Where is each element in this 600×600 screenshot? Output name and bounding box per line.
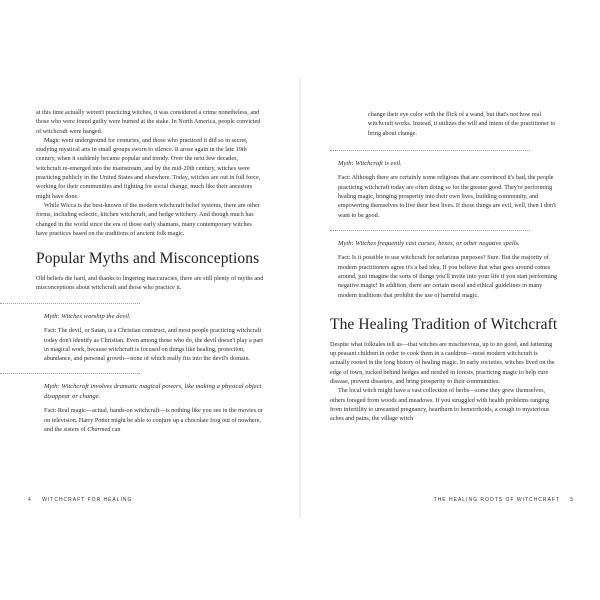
body-paragraph: Despite what folktales tell us—that witches are mischievous, up to no good, and fattening up peasant children in order to cook them in a cauldron—most modern witchcraft is actually rooted in the long history of healing magic. In early societies, witches lived on the edge of town, tucked behind hedges and nestled in forests, practicing magic to help cure disease, prevent disasters, and bring prosperity to their communities. [330,340,555,386]
myth-block [330,150,558,220]
dotted-divider [0,373,140,374]
myth-fact: Fact: Although there are certainly some religions that are convinced it's bad, the people practicing witchcraft today are often doing so for the greater good. They're performing healing magic, bringing prosperity into their own lives, building community, and empowering themselves to live their best lives. If those things are evil, well, then I don't want to be good. [338,174,556,219]
dotted-divider [330,150,530,151]
page-number: 5 [570,497,574,503]
myth-fact [44,406,264,434]
running-head: WITCHCRAFT FOR HEALING [42,497,133,503]
myth-fact-text: can [110,426,121,434]
body-paragraph: While Wicca is the best-known of the modern witchcraft belief systems, there are other forms, including eclectic, kitchen witchcraft, and hedge witchery. And though much has changed in the world since the era of those early shamans, many contemporary witches have practices based on the traditions of ancient folk magic. [36,201,260,237]
body-paragraph: change their eye color with the flick of a wand, but that's not how real witchcraft works. Instead, it utilizes the will and intent of the practitioner to bring about change. [368,111,556,137]
body-paragraph: The local witch might have a vast collection of herbs—some they grew themselves, others foraged from woods and meadows. If you struggled with health problems ranging from infertility to unwanted pregnancy, heartburn to hemorrhoids, a cough to mysterious aches and pains, the village witch [330,387,550,423]
right-page [300,78,600,518]
myth-title: Myth: Witchcraft is evil. [338,159,402,167]
body-paragraph: Magic went underground for centuries, and those who practiced it did so in secret, studying mystical arts in small groups sworn to silence. It arose again in the late 19th century, when it suddenly became popular and trendy. Over the next few decades, witchcraft re-emerged into the mainstream, and by the mid-20th century, witches were practicing publicly in the United States and elsewhere. Today, witches are out in full force, working for their communities and fighting for social change, much like their ancestors might have done. [36,136,261,200]
book-spread [0,78,600,518]
myth-fact: Fact: The devil, or Satan, is a Christian construct, and most people practicing witchcraft today don't identify as Christian. Even among those who do, the devil doesn't play a part in magical work, because witchcraft is focused on things like healing, protection, abundance, and personal growth—none of which really fits into the devil's domain. [44,327,263,363]
myth-block [330,230,558,300]
myth-title: Myth: Witchcraft involves dramatic magical powers, like making a physical object disappear or change. [44,383,262,400]
italic-title: Charmed [87,426,111,434]
dotted-divider [330,230,530,231]
section-intro: Old beliefs die hard, and thanks to lingering inaccuracies, there are still plenty of myths and misconceptions about witchcraft and those who practice it. [36,275,264,292]
section-heading-healing: The Healing Tradition of Witchcraft [330,315,558,333]
left-column [36,108,264,442]
body-paragraph: at this time actually weren't practicing witches, it was considered a crime nonetheless, and those who were found guilty were burned at the stake. In North America, people convicted of witchcraft were hanged. [36,109,261,135]
running-head: THE HEALING ROOTS OF WITCHCRAFT [433,497,560,503]
left-footer [20,497,132,503]
myth-title: Myth: Witches worship the devil. [44,312,131,320]
myth-fact: Fact: Is it possible to use witchcraft for nefarious purposes? Sure. But the majority of modern practitioners agree it's a bad idea. If you believe that what goes around comes around, just imagine the sorts of things you'll invite into your life if you start performing negative magic! In addition, there are certain moral and ethical guidelines in many modern traditions that prohibit the use of harmful magic. [338,254,558,299]
page-number: 4 [28,497,32,503]
myth-block [36,303,264,364]
right-column [330,110,558,424]
dotted-divider [0,303,140,304]
myth-block [36,373,264,434]
right-footer [434,497,582,503]
section-heading-myths: Popular Myths and Misconceptions [36,250,260,268]
left-page [0,78,300,518]
myth-title: Myth: Witches frequently cast curses, hexes, or other negative spells. [338,239,520,247]
myth-fact-text: Fact: Real magic—actual, hands-on witchcraft—is nothing like you see in the movies or on television. Harry Potter might be able to conjure up a chocolate frog out of nowhere, and the sisters of [44,407,263,434]
